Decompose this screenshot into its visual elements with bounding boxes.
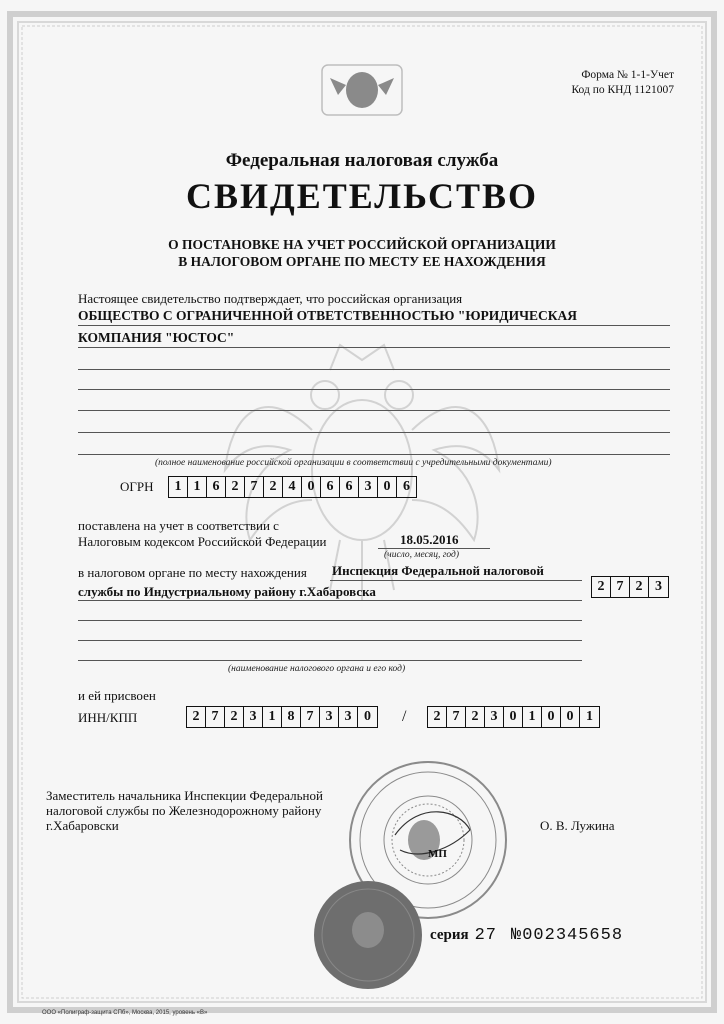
registration-line-1: поставлена на учет в соответствии с <box>78 518 279 533</box>
signatory-name: О. В. Лужина <box>540 818 615 833</box>
ogrn-digit: 3 <box>359 477 378 497</box>
knd-code: Код по КНД 1121007 <box>571 84 674 96</box>
ogrn-digit: 2 <box>226 477 245 497</box>
inn-digit: 2 <box>187 707 206 727</box>
authority-code-cells <box>591 576 669 598</box>
inn-cells <box>186 706 378 728</box>
inn-digit: 2 <box>225 707 244 727</box>
org-name-line-2: КОМПАНИЯ "ЮСТОС" <box>78 330 235 345</box>
ogrn-digit: 4 <box>283 477 302 497</box>
ogrn-digit: 0 <box>302 477 321 497</box>
authority-code-digit: 3 <box>655 579 662 594</box>
kpp-digit: 7 <box>447 707 466 727</box>
org-name-line-1: ОБЩЕСТВО С ОГРАНИЧЕННОЙ ОТВЕТСТВЕННОСТЬЮ "ЮРИДИЧЕСКАЯ <box>78 308 578 323</box>
kpp-digit: 2 <box>428 707 447 727</box>
ogrn-digit: 2 <box>264 477 283 497</box>
inn-digit: 3 <box>244 707 263 727</box>
serial-block <box>430 926 623 945</box>
series-value: 27 <box>474 926 498 945</box>
ogrn-digit: 6 <box>340 477 359 497</box>
document-subtitle <box>0 236 724 270</box>
authority-line-1: Инспекция Федеральной налоговой <box>332 563 544 578</box>
kpp-digit: 3 <box>485 707 504 727</box>
inn-kpp-separator: / <box>402 708 407 725</box>
emblem-top-icon <box>322 65 402 115</box>
kpp-digit: 2 <box>466 707 485 727</box>
registration-date: 18.05.2016 <box>400 532 459 547</box>
ogrn-digit: 6 <box>321 477 340 497</box>
kpp-digit: 0 <box>542 707 561 727</box>
kpp-digit: 1 <box>523 707 542 727</box>
position-line-1: Заместитель начальника Инспекции Федеральной <box>46 788 323 803</box>
inn-digit: 8 <box>282 707 301 727</box>
ogrn-digit: 0 <box>378 477 397 497</box>
subtitle-line-2: В НАЛОГОВОМ ОРГАНЕ ПО МЕСТУ ЕЕ НАХОЖДЕНИЯ <box>178 254 546 269</box>
inn-digit: 3 <box>339 707 358 727</box>
printer-footer: ООО «Полиграф-защита СПб», Москва, 2015, уровень «В» <box>42 1010 208 1016</box>
org-name-caption: (полное наименование российской организации в соответствии с учредительными документами) <box>155 458 552 468</box>
signatory-position <box>46 788 323 833</box>
kpp-digit: 1 <box>586 709 593 724</box>
authority-line-2: службы по Индустриальному району г.Хабаровска <box>78 584 376 599</box>
ogrn-cells <box>168 476 417 498</box>
position-line-3: г.Хабаровски <box>46 818 119 833</box>
place-label: в налоговом органе по месту нахождения <box>78 565 307 580</box>
inn-digit: 3 <box>320 707 339 727</box>
intro-text: Настоящее свидетельство подтверждает, что российская организация <box>78 291 463 306</box>
kpp-digit: 0 <box>504 707 523 727</box>
ogrn-digit: 1 <box>169 477 188 497</box>
serial-number: №002345658 <box>511 926 624 945</box>
authority-code-digit: 7 <box>611 577 630 597</box>
authority-code-digit: 2 <box>592 577 611 597</box>
ogrn-digit: 1 <box>188 477 207 497</box>
double-eagle-watermark-icon <box>225 345 499 600</box>
registration-line-2: Налоговым кодексом Российской Федерации <box>78 534 327 549</box>
inn-digit: 7 <box>301 707 320 727</box>
ogrn-digit: 6 <box>207 477 226 497</box>
ogrn-label: ОГРН <box>120 479 154 494</box>
inn-digit: 1 <box>263 707 282 727</box>
assigned-label: и ей присвоен <box>78 688 156 703</box>
holographic-seal-icon <box>314 881 422 989</box>
form-number: Форма № 1-1-Учет <box>581 69 674 81</box>
authority-code-digit: 2 <box>630 577 649 597</box>
kpp-cells <box>427 706 600 728</box>
subtitle-line-1: О ПОСТАНОВКЕ НА УЧЕТ РОССИЙСКОЙ ОРГАНИЗАЦИИ <box>168 237 556 252</box>
form-identifier <box>571 68 674 98</box>
org-title: Федеральная налоговая служба <box>225 150 499 171</box>
kpp-digit: 0 <box>561 707 580 727</box>
series-label: серия <box>430 927 469 943</box>
inn-kpp-label: ИНН/КПП <box>78 710 138 725</box>
position-line-2: налоговой службы по Железнодорожному району <box>46 803 322 818</box>
ogrn-digit: 6 <box>403 479 410 494</box>
inn-digit: 0 <box>364 709 371 724</box>
inn-digit: 7 <box>206 707 225 727</box>
ogrn-digit: 7 <box>245 477 264 497</box>
date-caption: (число, месяц, год) <box>384 550 460 560</box>
document-title: СВИДЕТЕЛЬСТВО <box>185 176 539 216</box>
authority-caption: (наименование налогового органа и его код) <box>228 664 406 674</box>
mp-mark: МП <box>428 848 447 860</box>
